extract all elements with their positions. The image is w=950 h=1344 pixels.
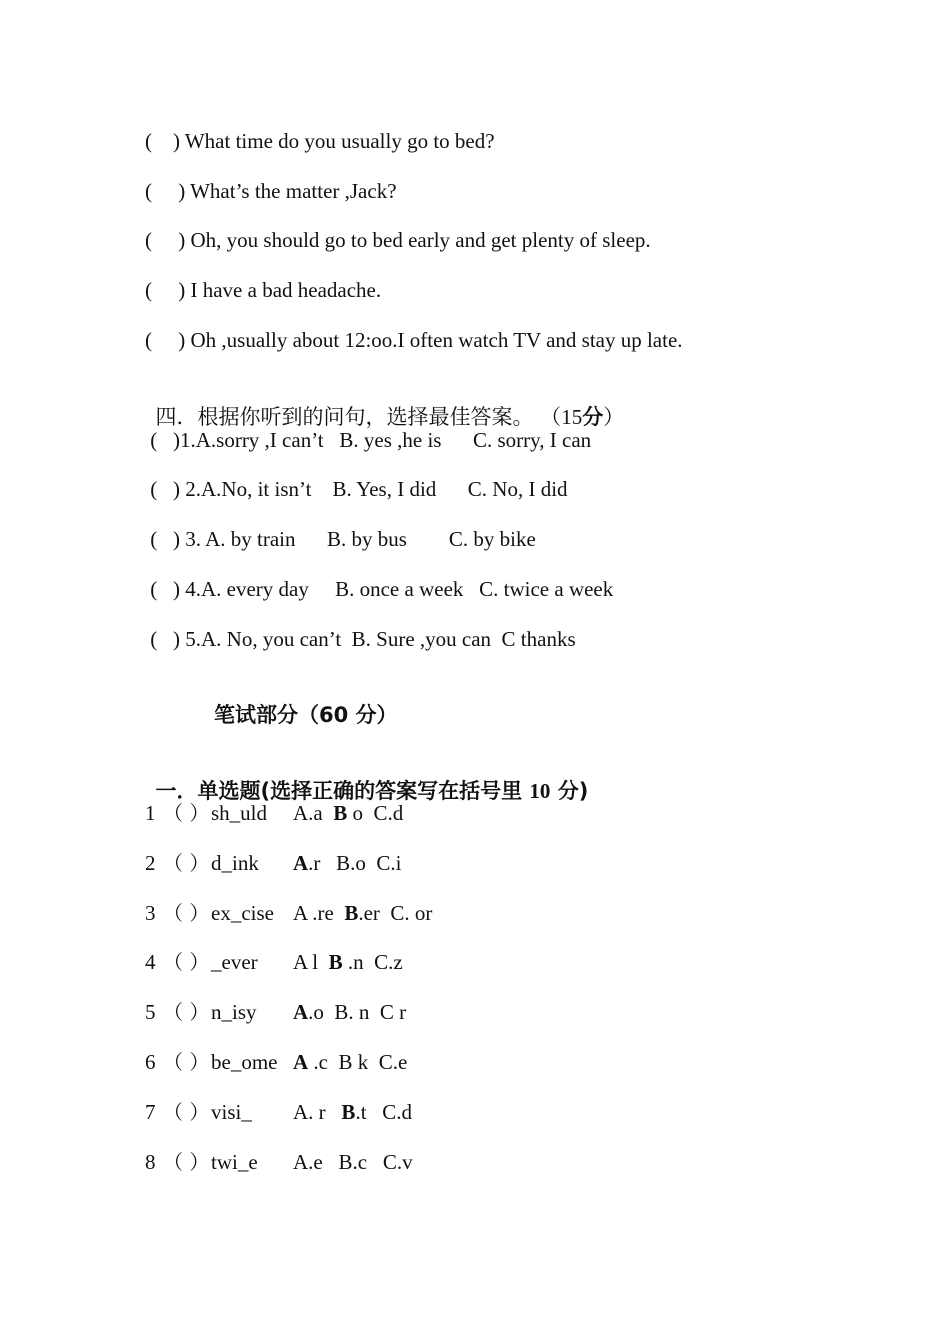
question-number: 4	[145, 950, 156, 974]
dialogue-line: ( ) Oh, you should go to bed early and get plenty of sleep.	[145, 228, 651, 252]
option-text: .n C.z	[342, 950, 403, 974]
bold-option-letter: B	[344, 901, 359, 925]
question-word: ex_cise	[211, 901, 274, 925]
question-word: twi_e	[211, 1150, 258, 1174]
listening-question: ( ) 3. A. by train B. by bus C. by bike	[145, 527, 536, 551]
answer-blank[interactable]: （ ）	[163, 1050, 210, 1074]
listening-question: ( ) 2.A.No, it isn’t B. Yes, I did C. No, I did	[145, 477, 568, 501]
option-text: .c B k C.e	[308, 1050, 408, 1074]
bold-option-letter: B	[333, 801, 348, 825]
question-number: 2	[145, 851, 156, 875]
option-text: A.a	[293, 801, 334, 825]
section-1-score: 10	[529, 779, 551, 803]
option-text: o C.d	[347, 801, 404, 825]
mc-question-row	[145, 899, 432, 927]
written-part-title: 笔试部分（60 分）	[214, 703, 398, 727]
option-text: .er C. or	[358, 901, 433, 925]
bold-option-letter: B	[341, 1100, 356, 1124]
mc-question-row	[145, 1148, 413, 1176]
option-text: .t C.d	[355, 1100, 413, 1124]
option-text: A .re	[293, 901, 345, 925]
question-number: 3	[145, 901, 156, 925]
question-word: d_ink	[211, 851, 259, 875]
bold-option-letter: B	[328, 950, 343, 974]
mc-question-row	[145, 799, 403, 827]
mc-question-row	[145, 849, 402, 877]
question-word: be_ome	[211, 1050, 278, 1074]
bold-option-letter: A	[293, 851, 309, 875]
mc-question-row	[145, 998, 406, 1026]
section-4-title-close: ）	[603, 405, 625, 429]
question-number: 7	[145, 1100, 156, 1124]
answer-blank[interactable]: （ ）	[163, 901, 210, 925]
section-1-title: 一．单选题(选择正确的答案写在括号里	[155, 779, 530, 803]
question-word: sh_uld	[211, 801, 268, 825]
answer-blank[interactable]: （ ）	[163, 1100, 210, 1124]
mc-question-row	[145, 948, 403, 976]
bold-option-letter: A	[293, 1050, 309, 1074]
question-word: _ever	[211, 950, 258, 974]
section-4-heading	[145, 375, 624, 431]
dialogue-line: ( ) Oh ,usually about 12:oo.I often watch TV and stay up late.	[145, 328, 683, 352]
answer-blank[interactable]: （ ）	[163, 851, 210, 875]
question-word: visi_	[211, 1100, 252, 1124]
section-4-score: 15	[561, 405, 583, 429]
answer-blank[interactable]: （ ）	[163, 950, 210, 974]
listening-question: ( )1.A.sorry ,I can’t B. yes ,he is C. sorry, I can	[145, 428, 592, 452]
question-number: 6	[145, 1050, 156, 1074]
answer-blank[interactable]: （ ）	[163, 801, 210, 825]
dialogue-line: ( ) What’s the matter ,Jack?	[145, 179, 397, 203]
mc-question-row	[145, 1048, 407, 1076]
listening-question: ( ) 4.A. every day B. once a week C. twice a week	[145, 577, 614, 601]
option-text: A. r	[293, 1100, 342, 1124]
section-4-score-unit: 分	[582, 405, 604, 429]
option-text: .r B.o C.i	[308, 851, 402, 875]
answer-blank[interactable]: （ ）	[163, 1000, 210, 1024]
question-number: 5	[145, 1000, 156, 1024]
answer-blank[interactable]: （ ）	[163, 1150, 210, 1174]
section-1-heading	[145, 749, 588, 805]
option-text: A l	[293, 950, 329, 974]
option-text: .o B. n C r	[308, 1000, 407, 1024]
mc-question-row	[145, 1098, 412, 1126]
section-1-title-suffix: 分)	[550, 779, 589, 803]
option-text: A.e B.c C.v	[293, 1150, 413, 1174]
question-number: 8	[145, 1150, 156, 1174]
question-word: n_isy	[211, 1000, 257, 1024]
question-number: 1	[145, 801, 156, 825]
dialogue-line: ( ) What time do you usually go to bed?	[145, 129, 495, 153]
listening-question: ( ) 5.A. No, you can’t B. Sure ,you can C thanks	[145, 627, 576, 651]
bold-option-letter: A	[293, 1000, 309, 1024]
dialogue-line: ( ) I have a bad headache.	[145, 278, 382, 302]
section-4-title: 四．根据你听到的问句，选择最佳答案。 （	[155, 405, 562, 429]
